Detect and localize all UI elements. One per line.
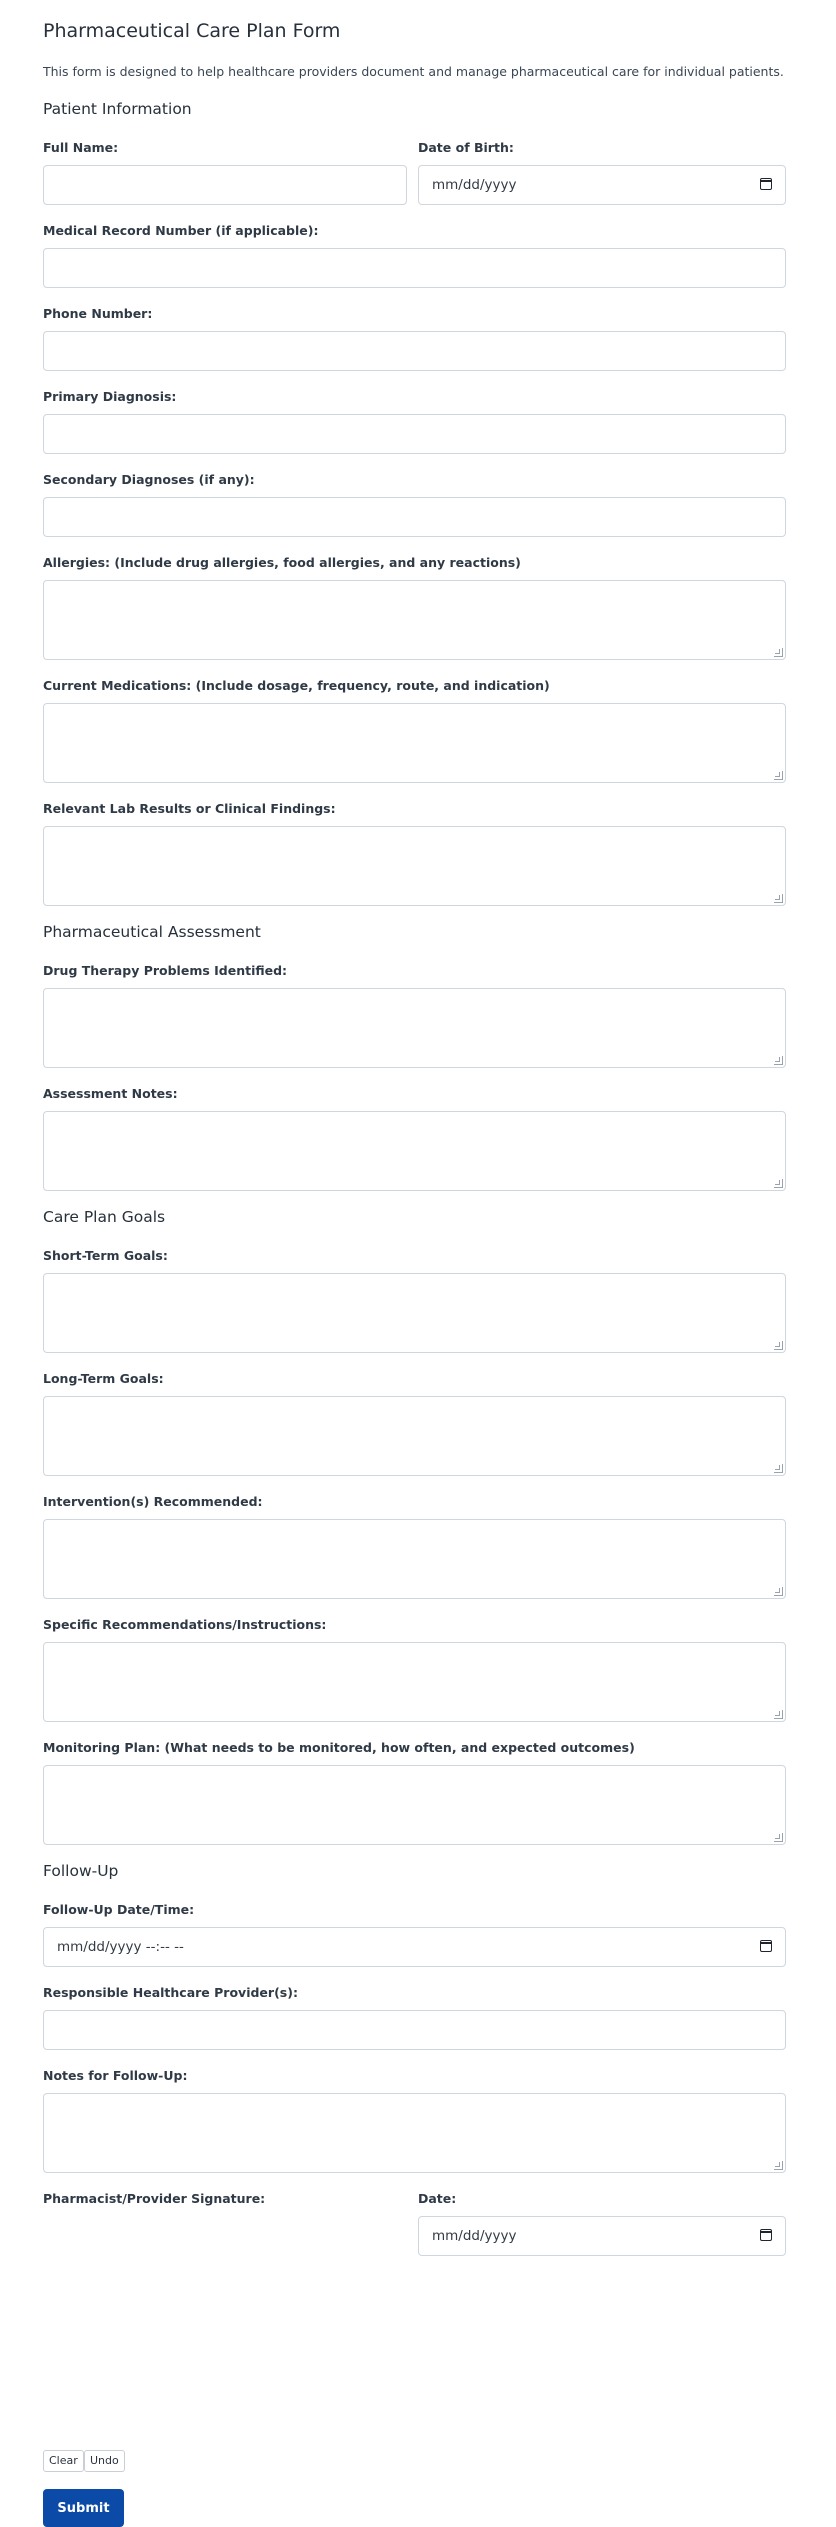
- calendar-icon[interactable]: [760, 2229, 772, 2241]
- resize-handle-icon[interactable]: [774, 771, 783, 780]
- resize-handle-icon[interactable]: [774, 1587, 783, 1596]
- monitoring-plan-label: Monitoring Plan: (What needs to be monitored, how often, and expected outcomes): [43, 1740, 635, 1755]
- followup-notes-label: Notes for Follow-Up:: [43, 2068, 188, 2083]
- full-name-label: Full Name:: [43, 140, 119, 155]
- provider-input[interactable]: [43, 2010, 786, 2050]
- primary-diagnosis-label: Primary Diagnosis:: [43, 389, 177, 404]
- signature-label: Pharmacist/Provider Signature:: [43, 2191, 266, 2206]
- assessment-notes-textarea[interactable]: [43, 1111, 786, 1191]
- submit-button[interactable]: Submit: [43, 2489, 124, 2527]
- allergies-textarea[interactable]: [43, 580, 786, 660]
- resize-handle-icon[interactable]: [774, 2161, 783, 2170]
- form-intro: This form is designed to help healthcare providers document and manage pharmaceutical care for individual patients.: [43, 64, 784, 79]
- resize-handle-icon[interactable]: [774, 648, 783, 657]
- sign-date-placeholder: mm/dd/yyyy: [432, 2228, 517, 2244]
- labs-label: Relevant Lab Results or Clinical Findings:: [43, 801, 336, 816]
- short-term-goals-textarea[interactable]: [43, 1273, 786, 1353]
- assessment-notes-label: Assessment Notes:: [43, 1086, 178, 1101]
- followup-notes-textarea[interactable]: [43, 2093, 786, 2173]
- resize-handle-icon[interactable]: [774, 894, 783, 903]
- long-term-goals-label: Long-Term Goals:: [43, 1371, 164, 1386]
- followup-datetime-input[interactable]: [43, 1927, 786, 1967]
- short-term-goals-label: Short-Term Goals:: [43, 1248, 168, 1263]
- medications-label: Current Medications: (Include dosage, frequency, route, and indication): [43, 678, 550, 693]
- allergies-label: Allergies: (Include drug allergies, food allergies, and any reactions): [43, 555, 521, 570]
- section-heading-assessment: Pharmaceutical Assessment: [43, 923, 261, 941]
- undo-button[interactable]: Undo: [84, 2450, 125, 2472]
- secondary-diagnoses-input[interactable]: [43, 497, 786, 537]
- interventions-textarea[interactable]: [43, 1519, 786, 1599]
- long-term-goals-textarea[interactable]: [43, 1396, 786, 1476]
- secondary-diagnoses-label: Secondary Diagnoses (if any):: [43, 472, 255, 487]
- labs-textarea[interactable]: [43, 826, 786, 906]
- resize-handle-icon[interactable]: [774, 1464, 783, 1473]
- recommendations-label: Specific Recommendations/Instructions:: [43, 1617, 327, 1632]
- dob-placeholder: mm/dd/yyyy: [432, 177, 517, 193]
- followup-datetime-placeholder: mm/dd/yyyy --:-- --: [57, 1939, 184, 1955]
- sign-date-label: Date:: [418, 2191, 457, 2206]
- resize-handle-icon[interactable]: [774, 1833, 783, 1842]
- calendar-icon[interactable]: [760, 1940, 772, 1952]
- resize-handle-icon[interactable]: [774, 1341, 783, 1350]
- page-title: Pharmaceutical Care Plan Form: [43, 20, 341, 42]
- mrn-input[interactable]: [43, 248, 786, 288]
- sign-date-input[interactable]: [418, 2216, 786, 2256]
- monitoring-plan-textarea[interactable]: [43, 1765, 786, 1845]
- medications-textarea[interactable]: [43, 703, 786, 783]
- dtp-textarea[interactable]: [43, 988, 786, 1068]
- mrn-label: Medical Record Number (if applicable):: [43, 223, 319, 238]
- interventions-label: Intervention(s) Recommended:: [43, 1494, 263, 1509]
- resize-handle-icon[interactable]: [774, 1710, 783, 1719]
- recommendations-textarea[interactable]: [43, 1642, 786, 1722]
- resize-handle-icon[interactable]: [774, 1179, 783, 1188]
- primary-diagnosis-input[interactable]: [43, 414, 786, 454]
- signature-pad[interactable]: [43, 2214, 407, 2414]
- phone-label: Phone Number:: [43, 306, 153, 321]
- resize-handle-icon[interactable]: [774, 1056, 783, 1065]
- followup-datetime-label: Follow-Up Date/Time:: [43, 1902, 195, 1917]
- dtp-label: Drug Therapy Problems Identified:: [43, 963, 288, 978]
- section-heading-patient: Patient Information: [43, 100, 192, 118]
- calendar-icon[interactable]: [760, 178, 772, 190]
- phone-input[interactable]: [43, 331, 786, 371]
- dob-input[interactable]: [418, 165, 786, 205]
- clear-button[interactable]: Clear: [43, 2450, 84, 2472]
- dob-label: Date of Birth:: [418, 140, 514, 155]
- full-name-input[interactable]: [43, 165, 407, 205]
- section-heading-followup: Follow-Up: [43, 1862, 119, 1880]
- section-heading-goals: Care Plan Goals: [43, 1208, 166, 1226]
- provider-label: Responsible Healthcare Provider(s):: [43, 1985, 298, 2000]
